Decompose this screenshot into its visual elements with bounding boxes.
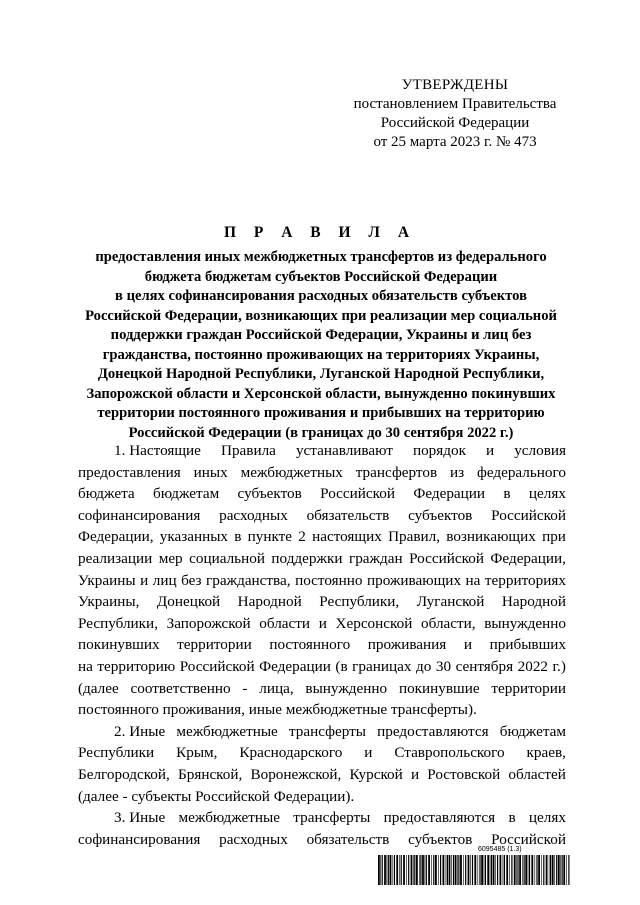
barcode-bar — [568, 855, 569, 885]
barcode-bar — [414, 855, 415, 885]
barcode-bar — [396, 855, 398, 885]
barcode-number: 6095485 (1.3) — [478, 846, 522, 853]
body-word: субъектов — [237, 485, 302, 503]
body-word: и — [410, 765, 420, 783]
barcode-bar — [493, 855, 495, 885]
body-word: гражданства, — [206, 571, 291, 589]
body-word: Российской — [320, 485, 395, 503]
barcode-bar — [529, 855, 530, 885]
body-word: постоянно — [295, 571, 363, 589]
barcode-bar — [428, 855, 430, 885]
barcode-bar — [382, 855, 383, 885]
body-word: Воронежской, — [250, 765, 342, 783]
subtitle-line: Запорожской области и Херсонской области, вынужденно покинувших — [86, 385, 556, 402]
body-word: в — [508, 809, 516, 827]
body-word: иных — [193, 463, 228, 481]
barcode-bar — [394, 855, 395, 885]
body-line — [78, 570, 566, 592]
barcode-bar — [503, 855, 504, 885]
barcode-bar — [455, 855, 457, 885]
barcode-bar — [384, 855, 386, 885]
barcode-bar — [460, 855, 462, 885]
body-word: лиц — [152, 571, 177, 589]
body-word: Народной — [237, 593, 302, 611]
body-word: соответственно — [130, 679, 231, 697]
body-word: бюджетам — [499, 722, 566, 740]
barcode-bar — [457, 855, 458, 885]
body-word: межбюджетные — [176, 722, 278, 740]
body-word: проживания — [367, 636, 447, 654]
barcode-bar — [438, 855, 439, 885]
body-word: Республики, — [78, 614, 158, 632]
body-word: Республики — [78, 744, 155, 762]
subtitle-line: Российской Федерации (в границах до 30 сентября 2022 г.) — [128, 424, 514, 441]
body-line — [78, 591, 566, 613]
barcode-bar — [399, 855, 400, 885]
approval-line-date-number: от 25 марта 2023 г. № 473 — [373, 134, 537, 150]
body-word: пункте — [247, 528, 293, 546]
barcode-bar — [387, 855, 388, 885]
body-word: сентября — [455, 657, 514, 675]
body-word: Курской — [349, 765, 403, 783]
barcode-bar — [491, 855, 492, 885]
subtitle-line: Донецкой Народной Республики, Луганской Народной Республики, — [97, 366, 545, 382]
barcode-bar — [468, 855, 470, 885]
body-word: Правил, — [388, 528, 441, 546]
body-word: 2022 — [517, 657, 548, 675]
barcode-bar — [495, 855, 496, 885]
body-word: территории — [491, 679, 566, 697]
barcode-bar — [554, 855, 555, 885]
body-word: областей — [508, 765, 566, 783]
body-word: - — [242, 679, 248, 697]
barcode-bar — [500, 855, 502, 885]
barcode-bar — [478, 855, 479, 885]
body-word: субъектов — [408, 830, 473, 848]
body-word: реализации — [78, 549, 153, 567]
barcode-bar — [426, 855, 427, 885]
body-word: устанавливают — [295, 442, 393, 459]
body-line — [78, 678, 566, 700]
body-word: области — [259, 614, 311, 632]
body-word: Херсонской — [335, 614, 413, 632]
body-word: постоянного — [269, 636, 351, 654]
body-word: предоставляются — [377, 722, 489, 740]
barcode-bar — [449, 855, 451, 885]
body-word: мер — [158, 549, 183, 567]
barcode-bar — [411, 855, 413, 885]
body-word: трансферты — [293, 809, 371, 827]
subtitle-line: предоставления иных межбюджетных трансфертов из федерального — [95, 249, 547, 265]
body-word: трансферты — [288, 722, 366, 740]
body-word: в — [503, 485, 511, 503]
barcode-bar — [546, 855, 548, 885]
barcode-bar — [524, 855, 525, 885]
barcode-bar — [514, 855, 516, 885]
body-word: бюджетам — [152, 485, 220, 503]
barcode-bar — [425, 855, 426, 885]
body-word: до — [415, 657, 432, 675]
body-line — [78, 699, 566, 721]
body-line — [78, 440, 566, 462]
body-word: обязательств — [306, 830, 390, 848]
body-word: территориях — [484, 571, 566, 589]
body-word: краев, — [526, 744, 566, 762]
barcode-bar — [416, 855, 418, 885]
body-word: поддержки — [271, 549, 343, 567]
body-word: социальной — [189, 549, 265, 567]
body-line — [78, 634, 566, 656]
body-line — [78, 764, 566, 786]
document-body — [78, 440, 566, 850]
body-word: и — [486, 442, 495, 459]
barcode-bar — [431, 855, 432, 885]
barcode-bar — [562, 855, 563, 885]
body-word: из — [449, 463, 465, 481]
barcode-bar — [390, 855, 392, 885]
barcode-bar — [443, 855, 445, 885]
barcode-bar — [474, 855, 476, 885]
barcode-bar — [560, 855, 561, 885]
body-word: Крым, — [176, 744, 218, 762]
barcode-bar — [420, 855, 421, 885]
body-word: граждан — [348, 549, 403, 567]
barcode-bar — [419, 855, 420, 885]
body-line — [78, 742, 566, 764]
body-word: федерального — [476, 463, 566, 481]
body-line — [78, 656, 566, 678]
body-word: (далее — [78, 679, 119, 697]
body-word: Российской — [179, 657, 255, 675]
body-word: вынужденно — [484, 614, 566, 632]
barcode-bar — [541, 855, 542, 885]
body-word: (далее - субъекты Российской Федерации). — [78, 787, 355, 805]
barcode-bar — [566, 855, 567, 885]
barcode-bar — [401, 855, 402, 885]
body-word: порядок — [412, 442, 466, 459]
body-word: Правила — [220, 442, 276, 459]
barcode-bar — [422, 855, 424, 885]
body-line — [78, 505, 566, 527]
barcode-bar — [506, 855, 508, 885]
body-word: настоящих — [312, 528, 382, 546]
body-word: Краснодарского — [239, 744, 343, 762]
barcode-bar — [435, 855, 437, 885]
body-word: целях — [528, 485, 566, 503]
body-word: Российской — [409, 549, 484, 567]
barcode-bar — [392, 855, 393, 885]
barcode-bar — [485, 855, 486, 885]
body-word: условия — [514, 442, 566, 459]
body-word: области, — [421, 614, 476, 632]
body-word: бюджета — [78, 485, 135, 503]
barcode-bar — [458, 855, 459, 885]
body-word: возникающих — [446, 528, 536, 546]
body-word: 3. Иные — [114, 809, 166, 827]
body-word: межбюджетные — [178, 809, 280, 827]
body-line — [78, 721, 566, 743]
approval-stamp — [340, 76, 570, 152]
barcode-bar — [378, 855, 380, 885]
barcode-bar — [403, 855, 405, 885]
barcode-bar — [446, 855, 447, 885]
body-line — [78, 807, 566, 829]
body-word: и — [364, 744, 373, 762]
body-line — [78, 526, 566, 548]
body-word: на — [78, 657, 93, 675]
body-word: Луганской — [416, 593, 485, 611]
barcode-bar — [536, 855, 537, 885]
body-word: Белгородской, — [78, 765, 170, 783]
barcode-bar — [447, 855, 448, 885]
subtitle-line: гражданства, постоянно проживающих на территориях Украины, — [102, 346, 540, 363]
barcode-bar — [558, 855, 560, 885]
body-word: территории — [177, 636, 252, 654]
body-word: Федерации, — [490, 549, 566, 567]
barcode-bar — [380, 855, 381, 885]
barcode-bar — [465, 855, 466, 885]
barcode-bar — [511, 855, 512, 885]
body-word: Ставропольского — [394, 744, 505, 762]
barcode-bar — [490, 855, 491, 885]
barcode-bar — [519, 855, 521, 885]
body-word: Федерации — [259, 657, 331, 675]
barcode-bar — [550, 855, 551, 885]
body-word: Российской — [491, 506, 566, 524]
barcode-bar — [481, 855, 483, 885]
body-word: межбюджетных — [240, 463, 343, 481]
barcode-bar — [556, 855, 557, 885]
body-word: и — [318, 614, 327, 632]
barcode-bar — [528, 855, 529, 885]
barcode-bar — [433, 855, 434, 885]
body-word: указанных — [159, 528, 229, 546]
body-word: вынужденно — [305, 679, 388, 697]
barcode-bar — [563, 855, 565, 885]
body-word: Российской — [491, 830, 566, 848]
body-word: покинувшие — [398, 679, 480, 697]
body-word: трансфертов — [355, 463, 438, 481]
body-word: Народной — [501, 593, 566, 611]
document-title: П Р А В И Л А — [223, 224, 417, 241]
barcode-bar — [479, 855, 480, 885]
body-word: Федерации — [413, 485, 486, 503]
body-word: Украины — [78, 571, 136, 589]
barcode-bar — [504, 855, 505, 885]
body-word: при — [542, 528, 566, 546]
barcode-bar — [408, 855, 409, 885]
barcode-bar — [453, 855, 454, 885]
barcode-bar — [388, 855, 389, 885]
body-word: и — [463, 636, 473, 654]
body-word: расходных — [219, 830, 288, 848]
body-word: (в — [335, 657, 348, 675]
body-word: предоставляются — [383, 809, 496, 827]
body-line — [78, 462, 566, 484]
body-word: в — [234, 528, 242, 546]
barcode-bar — [549, 855, 550, 885]
body-word: границах — [352, 657, 412, 675]
body-line — [78, 613, 566, 635]
barcode-bar — [525, 855, 527, 885]
barcode-bar — [470, 855, 471, 885]
body-word: г.) — [552, 657, 566, 675]
body-word: субъектов — [408, 506, 473, 524]
subtitle-line: поддержки граждан Российской Федерации, Украины и лиц без — [110, 327, 532, 343]
approval-heading: УТВЕРЖДЕНЫ — [401, 77, 509, 93]
body-word: софинансирования — [78, 506, 201, 524]
barcode-bar — [552, 855, 554, 885]
barcode-bar — [509, 855, 510, 885]
barcode-bar — [538, 855, 540, 885]
body-word: Запорожской — [166, 614, 251, 632]
body-word: постоянного проживания, иные межбюджетные трансферты). — [78, 701, 477, 719]
body-word: Украины, — [78, 593, 140, 611]
subtitle-line: территории постоянного проживания и прибывших на территорию — [97, 405, 545, 421]
barcode-bar — [463, 855, 464, 885]
body-word: и — [140, 571, 149, 589]
body-word: Республики, — [319, 593, 400, 611]
body-word: проживающих — [367, 571, 462, 589]
barcode-bar — [497, 855, 498, 885]
subtitle-line: бюджета бюджетам субъектов Российской Федерации — [144, 268, 498, 285]
body-word: территорию — [97, 657, 176, 675]
barcode-bar — [487, 855, 489, 885]
body-word: Донецкой — [156, 593, 221, 611]
barcode-bar — [516, 855, 517, 885]
body-word: лица, — [259, 679, 294, 697]
body-line — [78, 786, 566, 808]
body-word: 30 — [435, 657, 452, 675]
body-word: 1. Настоящие — [114, 442, 201, 459]
body-word: Брянской, — [178, 765, 243, 783]
barcode-bar — [535, 855, 536, 885]
body-word: расходных — [219, 506, 288, 524]
body-word: обязательств — [306, 506, 390, 524]
body-line — [78, 483, 566, 505]
body-word: покинувших — [78, 636, 160, 654]
barcode-bar — [543, 855, 544, 885]
body-word: Федерации, — [78, 528, 154, 546]
barcode-bar — [413, 855, 414, 885]
barcode-image — [378, 855, 570, 885]
barcode-bar — [484, 855, 485, 885]
approval-line-decree: постановлением Правительства — [353, 96, 557, 112]
barcode-bar — [472, 855, 473, 885]
barcode-bar — [451, 855, 452, 885]
barcode-bar — [531, 855, 533, 885]
body-line — [78, 548, 566, 570]
body-word: прибывших — [489, 636, 566, 654]
barcode-bar — [440, 855, 441, 885]
body-word: 2 — [298, 528, 306, 546]
barcode-bar — [406, 855, 407, 885]
body-word: софинансирования — [78, 830, 201, 848]
body-word: Ростовской — [427, 765, 501, 783]
subtitle-line: Российской Федерации, возникающих при реализации мер социальной — [85, 307, 557, 324]
document-subtitle — [62, 248, 580, 443]
barcode-bar — [517, 855, 518, 885]
body-word: без — [181, 571, 202, 589]
body-word: 2. Иные — [114, 722, 166, 740]
subtitle-line: в целях софинансирования расходных обязательств субъектов — [115, 288, 527, 304]
barcode-bar — [522, 855, 523, 885]
approval-line-government: Российской Федерации — [380, 115, 530, 131]
body-word: предоставления — [78, 463, 181, 481]
body-word: целях — [528, 809, 566, 827]
body-word: на — [465, 571, 481, 589]
